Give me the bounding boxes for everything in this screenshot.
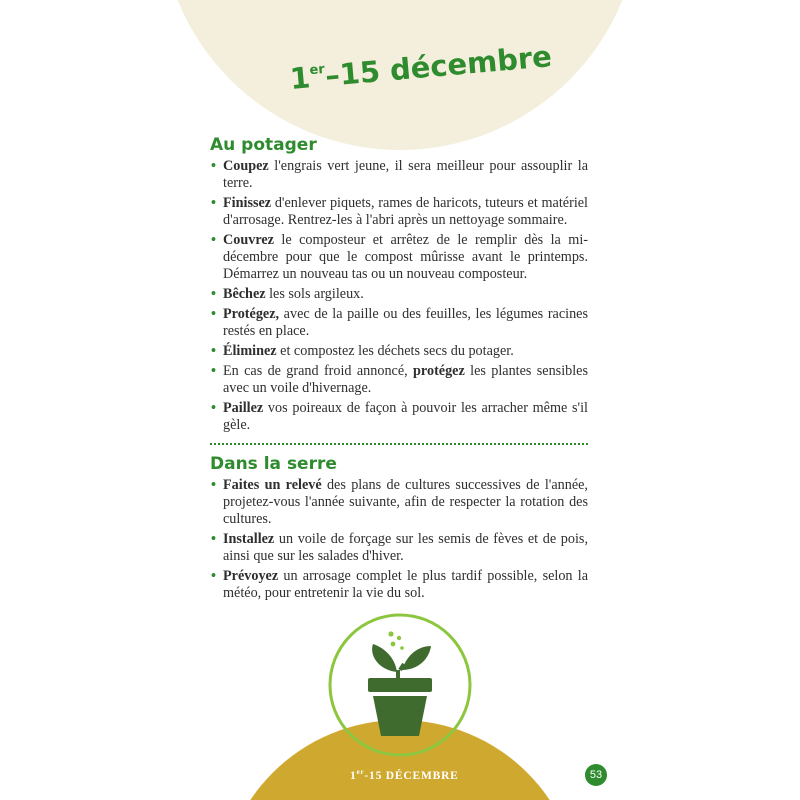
pot-icon-body [373,696,427,736]
pot-icon-seed-dot [397,636,401,640]
bullet-marker: • [211,286,216,302]
list-item [210,286,588,303]
running-footer [350,768,459,782]
list-item [210,400,588,434]
item-action-verb: Prévoyez [223,568,279,584]
bullet-marker: • [211,195,216,211]
content-body [210,135,588,605]
list-item [210,363,588,397]
item-action-verb: Finissez [223,195,272,211]
bullet-marker: • [211,531,216,547]
list-item [210,232,588,283]
bullet-marker: • [211,343,216,359]
item-text: avec de la paille ou des feuilles, les légumes racines restés en place. [223,306,588,339]
pot-icon-seed-dot [388,631,393,636]
bullet-marker: • [211,568,216,584]
item-text: un arrosage complet le plus tardif possible, selon la météo, pour entretenir la vie du sol. [223,568,588,601]
list-item [210,477,588,528]
list-item [210,306,588,340]
bullet-marker: • [211,158,216,174]
item-text: vos poireaux de façon à pouvoir les arracher même s'il gèle. [223,400,588,433]
footer-rest: -15 DÉCEMBRE [364,770,459,782]
item-action-verb: Bêchez [223,286,266,302]
item-text: les plantes sensibles avec un voile d'hivernage. [223,363,588,396]
page-number: 53 [585,764,607,786]
list-item [210,343,588,360]
item-text: l'engrais vert jeune, il sera meilleur pour assouplir la terre. [223,158,588,191]
pot-icon-right-leaf [402,646,431,670]
item-action-verb: Paillez [223,400,264,416]
list-item [210,158,588,192]
section-heading: Au potager [210,135,317,155]
item-action-verb: protégez [413,363,465,379]
item-action-verb: Éliminez [223,343,277,359]
pot-icon-seed-dot [391,642,396,647]
item-text: des plans de cultures successives de l'année, projetez-vous l'année suivante, afin de respecter la rotation des cultures. [223,477,588,527]
list-item [210,568,588,602]
item-text: En cas de grand froid annoncé, [223,363,414,379]
bullet-marker: • [211,232,216,248]
item-action-verb: Installez [223,531,275,547]
section-divider [210,443,588,445]
title-day-suffix: er [308,61,326,79]
item-action-verb: Protégez, [223,306,280,322]
bullet-marker: • [211,477,216,493]
section [210,454,588,602]
list-item [210,531,588,565]
item-action-verb: Coupez [223,158,269,174]
list-item [210,195,588,229]
item-text: un voile de forçage sur les semis de fèves et de pois, ainsi que sur les salades d'hiver. [223,531,588,564]
section [210,135,588,434]
footer-day-start: 1 [350,770,357,782]
item-text: le composteur et arrêtez de le remplir dès la mi-décembre pour que le compost mûrisse avant le printemps. Démarrez un nouveau tas ou un nouveau composteur. [223,232,588,282]
pot-icon-seed-dot [400,646,404,650]
footer-day-suffix: er [356,768,365,776]
item-action-verb: Faites un relevé [223,477,322,493]
item-text: et compostez les déchets secs du potager. [276,343,514,359]
item-text: d'enlever piquets, rames de haricots, tuteurs et matériel d'arrosage. Rentrez-les à l'abri après un nettoyage sommaire. [223,195,588,228]
title-rest: –15 décembre [323,39,554,93]
bullet-marker: • [211,400,216,416]
item-action-verb: Couvrez [223,232,274,248]
seedling-pot-icon [327,612,473,758]
section-heading: Dans la serre [210,454,337,474]
bullet-marker: • [211,363,216,379]
item-text: les sols argileux. [265,286,364,302]
pot-icon-left-leaf [372,644,397,672]
pot-icon-rim [368,678,432,692]
bullet-list [210,158,588,434]
title-day-start: 1 [288,60,312,96]
bullet-list [210,477,588,602]
bullet-marker: • [211,306,216,322]
